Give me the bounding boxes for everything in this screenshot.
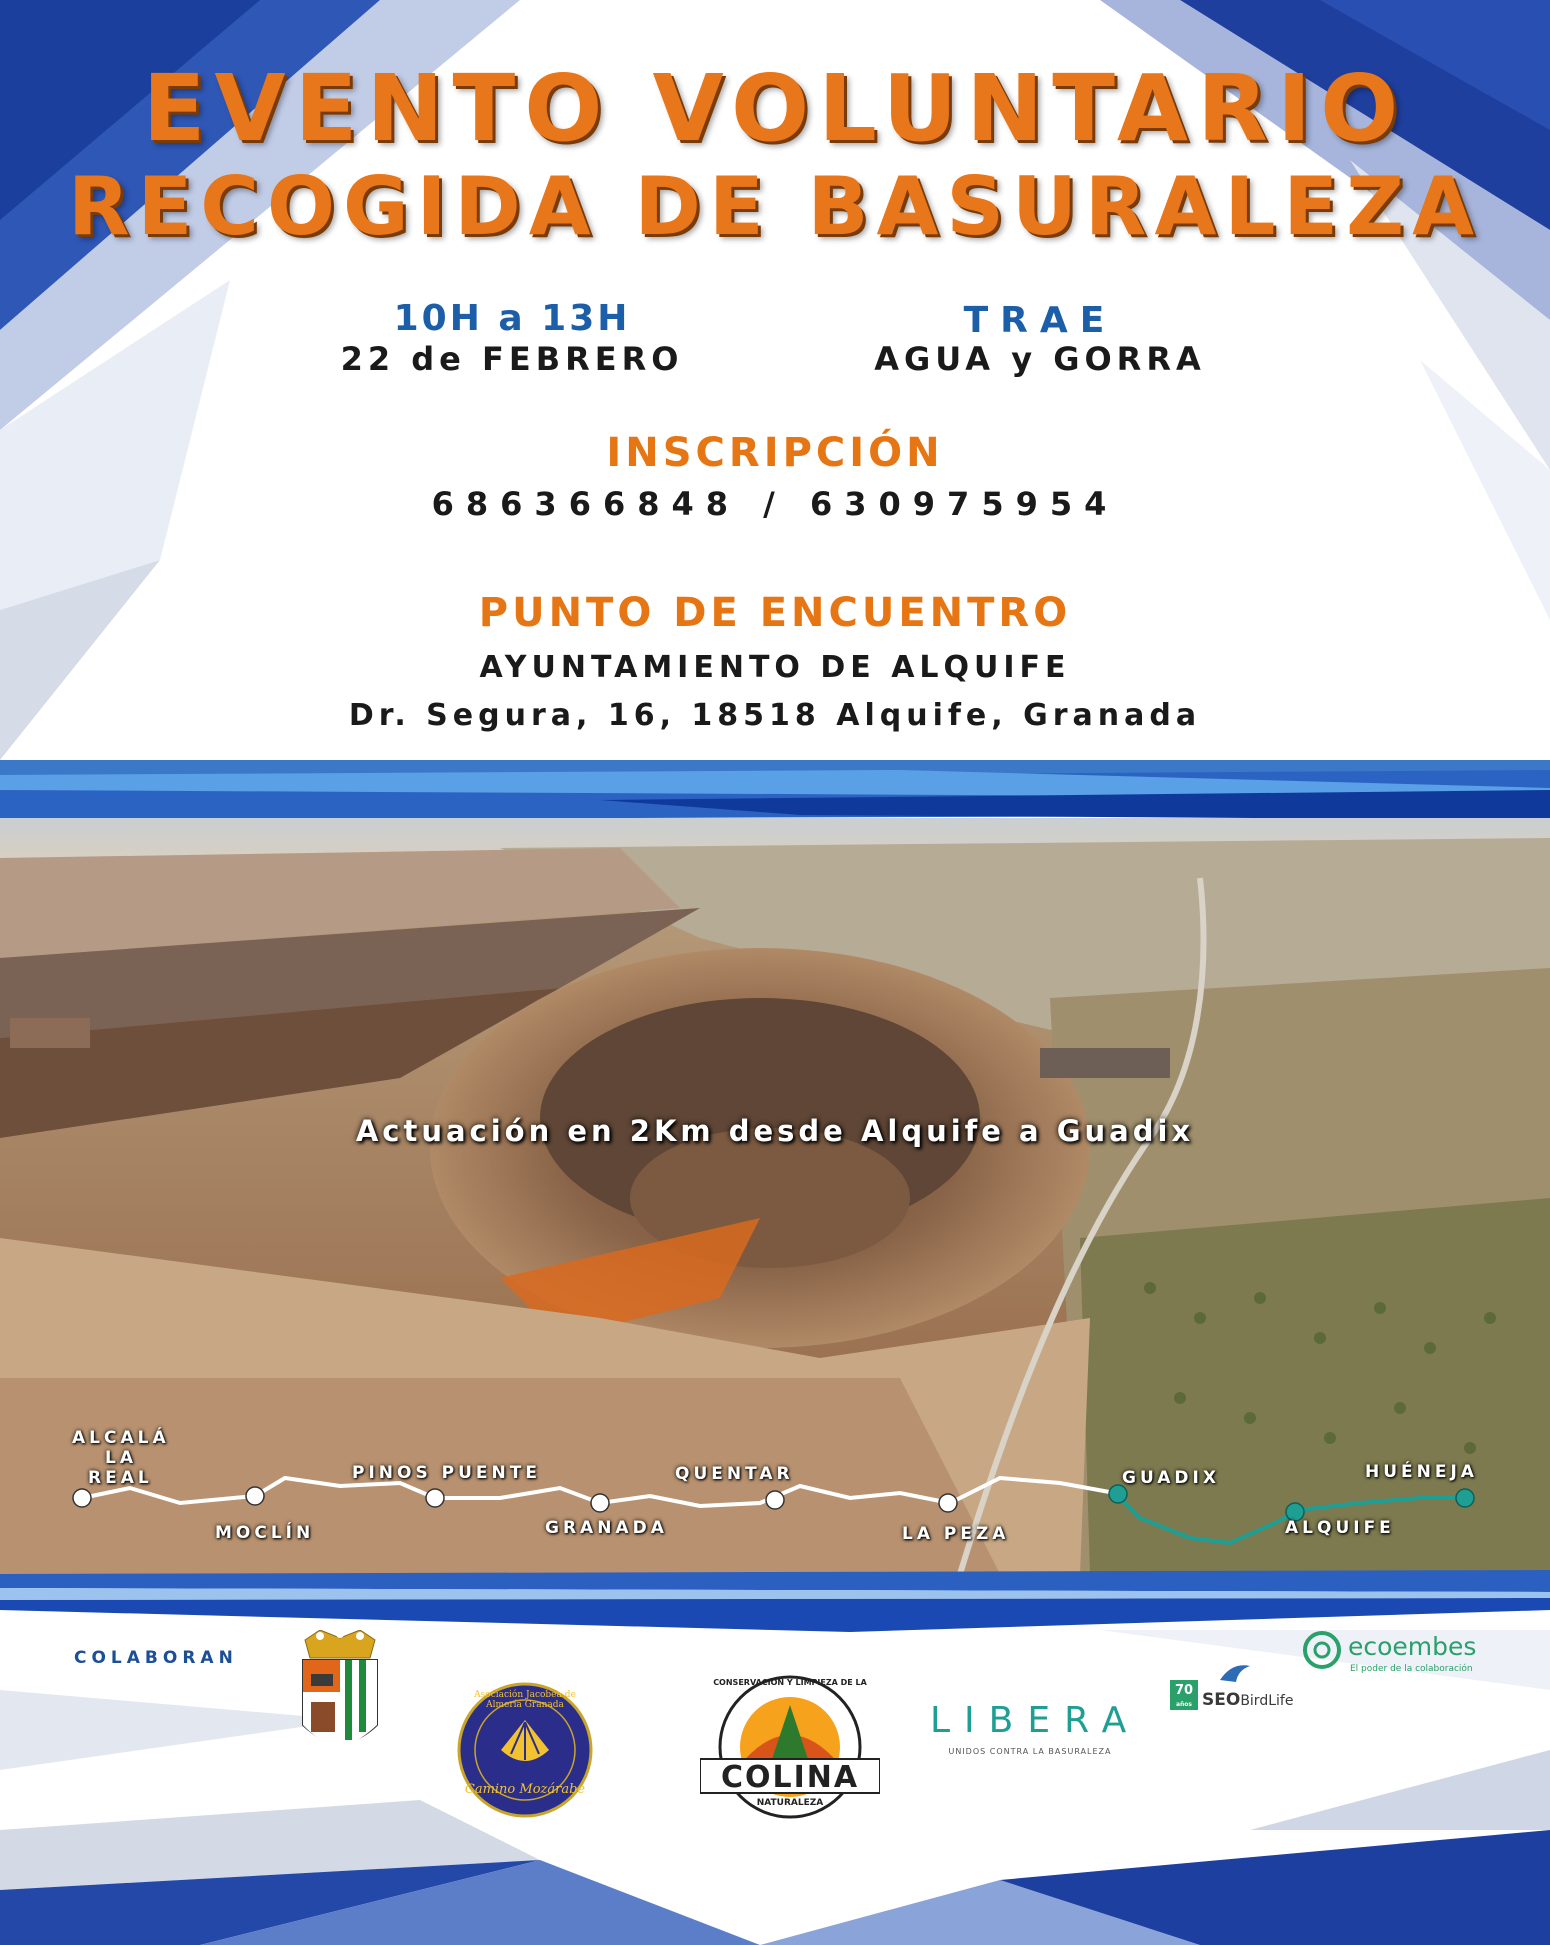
alquife-coat-of-arms-logo: [285, 1630, 395, 1770]
seo-birdlife-logo: [1202, 1690, 1293, 1710]
meeting-point-place: AYUNTAMIENTO DE ALQUIFE: [479, 650, 1071, 685]
route-stop-la-peza: LA PEZA: [902, 1524, 1010, 1544]
libera-tagline: UNIDOS CONTRA LA BASURALEZA: [948, 1747, 1112, 1756]
route-stop-guadix: GUADIX: [1122, 1468, 1220, 1488]
mine-landscape: [0, 818, 1550, 1574]
meeting-point-address: Dr. Segura, 16, 18518 Alquife, Granada: [348, 698, 1202, 733]
collaborators-label: COLABORAN: [74, 1648, 238, 1668]
route-stop-granada: GRANADA: [545, 1518, 668, 1538]
photo-caption: Actuación en 2Km desde Alquife a Guadix: [355, 1114, 1195, 1148]
libera-logo: LIBERA: [930, 1700, 1141, 1741]
seo-name: SEO: [1202, 1690, 1241, 1710]
jacobea-arc-text: Asociación Jacobea de Almería Granada: [474, 1690, 576, 1710]
schedule-date: 22 de FEBRERO: [340, 340, 684, 378]
route-stop-la: LA: [105, 1448, 137, 1468]
colina-arc-text: CONSERVACIÓN Y LIMPIEZA DE LA: [713, 1678, 867, 1687]
seo-name-2: BirdLife: [1240, 1693, 1294, 1709]
seo-years-badge: [1170, 1680, 1198, 1710]
ecoembes-tagline: El poder de la colaboración: [1350, 1664, 1473, 1674]
aerial-photo: [0, 818, 1550, 1574]
bring-items: AGUA y GORRA: [874, 340, 1206, 378]
bring-label: TRAE: [963, 300, 1117, 341]
title-line-1: EVENTO VOLUNTARIO: [142, 55, 1408, 162]
route-stop-moclin: MOCLÍN: [215, 1523, 315, 1543]
title-line-2: RECOGIDA DE BASURALEZA: [67, 160, 1482, 253]
seo-years-label: años: [1175, 1701, 1192, 1708]
route-stop-alquife: ALQUIFE: [1285, 1518, 1395, 1538]
jacobea-bottom-text: Camino Mozárabe: [464, 1782, 586, 1797]
bird-icon: [1218, 1660, 1252, 1686]
colina-bottom-text: NATURALEZA: [756, 1798, 824, 1808]
route-stop-pinos-puente: PINOS PUENTE: [352, 1463, 541, 1483]
seo-years: 70: [1174, 1683, 1194, 1698]
registration-label: INSCRIPCIÓN: [606, 430, 944, 476]
schedule-time: 10H a 13H: [393, 298, 631, 339]
route-stop-alcala: ALCALÁ: [72, 1428, 170, 1448]
route-stop-real: REAL: [88, 1468, 153, 1488]
registration-phones: 686366848 / 630975954: [431, 485, 1119, 523]
ecoembes-icon: [1300, 1628, 1344, 1672]
route-stop-quentar: QUENTAR: [675, 1464, 794, 1484]
meeting-point-label: PUNTO DE ENCUENTRO: [478, 590, 1072, 636]
ecoembes-logo: ecoembes: [1348, 1632, 1477, 1661]
route-stop-hueneja: HUÉNEJA: [1365, 1462, 1478, 1482]
colina-name: COLINA: [720, 1760, 860, 1795]
